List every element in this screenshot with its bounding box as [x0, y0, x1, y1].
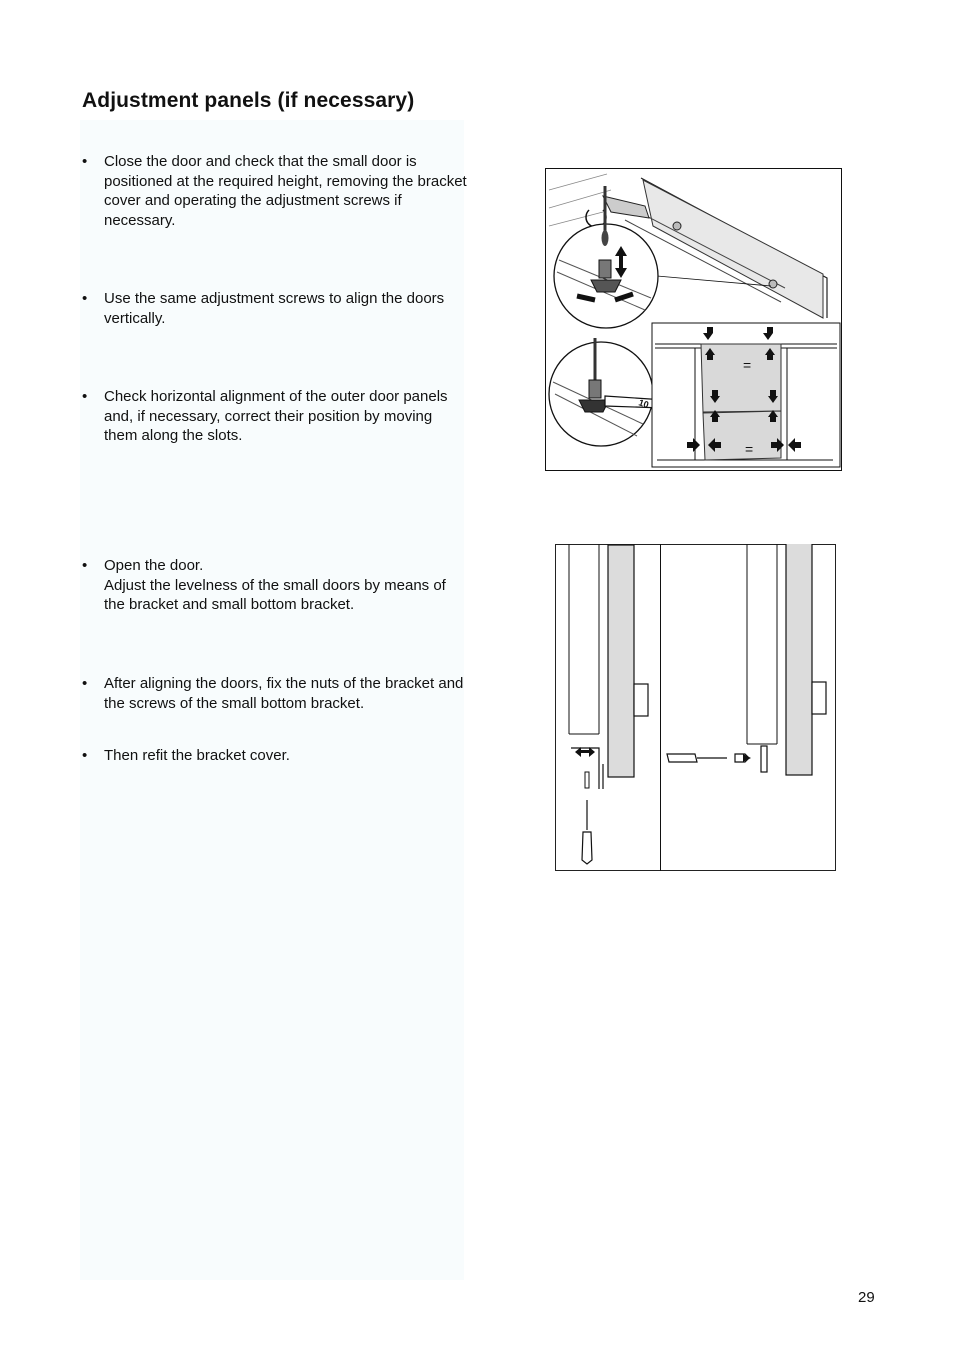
- equal-mark-bottom: =: [745, 441, 754, 457]
- bullet: •: [82, 153, 88, 170]
- instruction-item-2: [82, 289, 467, 328]
- instruction-text: Close the door and check that the small door is positioned at the required height, removing the bracket cover and operating the adjustment screws if necessary.: [104, 153, 467, 229]
- instruction-item-1: [82, 152, 467, 230]
- instruction-text: Then refit the bracket cover.: [104, 747, 290, 764]
- instruction-item-5: [82, 674, 467, 713]
- instruction-text: After aligning the doors, fix the nuts of the bracket and the screws of the small bottom bracket.: [104, 675, 464, 712]
- wrench-size-label: 10: [637, 397, 650, 410]
- page-title: Adjustment panels (if necessary): [82, 89, 415, 112]
- bullet: •: [82, 388, 88, 405]
- instruction-item-4: [82, 556, 467, 615]
- bullet: •: [82, 290, 88, 307]
- instruction-text: Use the same adjustment screws to align the doors vertically.: [104, 290, 445, 327]
- instruction-text: Open the door. Adjust the levelness of the small doors by means of the bracket and small bottom bracket.: [104, 557, 446, 613]
- figure-door-levelness: [555, 544, 836, 871]
- bullet: •: [82, 675, 88, 692]
- equal-mark-top: =: [743, 357, 752, 373]
- bullet: •: [82, 747, 88, 764]
- figure-hinge-adjustment: [545, 168, 842, 471]
- page-number: 29: [858, 1289, 875, 1306]
- instruction-text: Check horizontal alignment of the outer door panels and, if necessary, correct their position by moving them along the slots.: [104, 388, 448, 444]
- instruction-item-3: [82, 387, 467, 446]
- instruction-item-6: [82, 746, 467, 766]
- bullet: •: [82, 557, 88, 574]
